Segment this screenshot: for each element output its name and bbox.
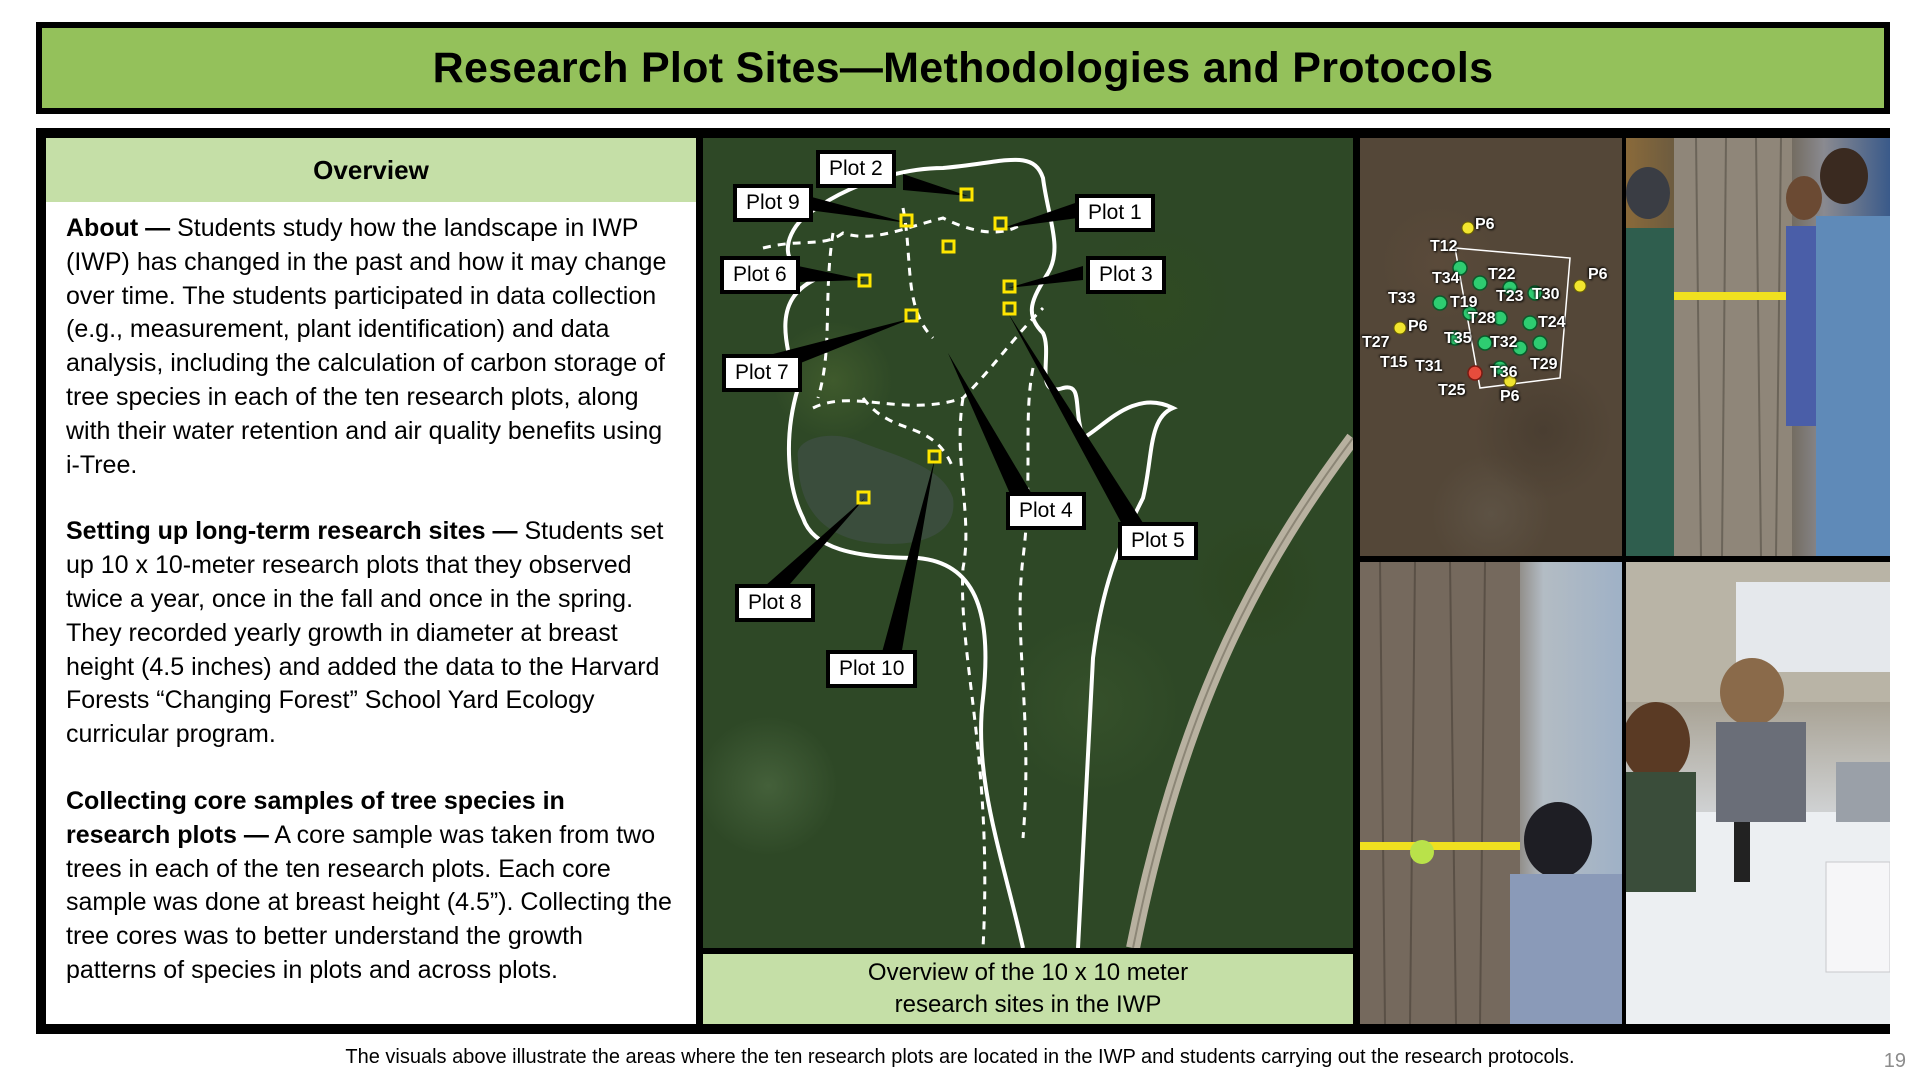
plot-label-7: Plot 7 — [722, 354, 802, 392]
plot-label-6: Plot 6 — [720, 256, 800, 294]
pin-t25: T25 — [1438, 382, 1466, 399]
pin-t29: T29 — [1530, 356, 1558, 373]
plot-marker-6 — [859, 275, 870, 286]
highway — [1133, 438, 1353, 948]
about-text: Students study how the landscape in IWP (IWP) has changed in the past and how it may change over time. The students participated in data collection (e.g., measurement, plant identification) and data analysis, including the calculation of carbon storage of tree species in each of the ten research plots, along with their water retention and air quality benefits using — [66, 214, 667, 445]
pin-t31: T31 — [1415, 358, 1443, 375]
setup-text: Students set up 10 x 10-meter research plots that they observed twice a year, once in the fall and once in the spring. They recorded yearly growth in diameter at breast height (4.5 inches) and added the data to the Harvard Forests “Changing Forest” School Yard Ecology curricular program. — [66, 517, 664, 749]
measuring-tape — [1360, 842, 1520, 850]
pin-t23: T23 — [1496, 288, 1524, 305]
microscope — [1734, 822, 1750, 882]
pin-t28: T28 — [1468, 310, 1496, 327]
pin-t33: T33 — [1388, 290, 1416, 307]
map-panel — [703, 138, 1353, 1024]
map-caption-line-1: Overview of the 10 x 10 meter — [867, 959, 1189, 986]
overview-header: Overview — [46, 138, 696, 202]
students-measuring-photo — [1626, 138, 1890, 556]
pin-t32: T32 — [1490, 334, 1518, 351]
about-paragraph — [66, 212, 672, 482]
pin-t19: T19 — [1450, 294, 1478, 311]
core-samples-heading: Collecting core samples of tree species in research plots — — [66, 786, 565, 849]
aerial-map — [703, 138, 1353, 948]
pin-t35: T35 — [1444, 330, 1472, 347]
pin-t36: T36 — [1490, 364, 1518, 381]
pin-t22: T22 — [1488, 266, 1516, 283]
about-heading: About — — [66, 214, 171, 242]
pin-p6-right: P6 — [1588, 266, 1608, 283]
pin-t12: T12 — [1430, 238, 1458, 255]
plot-label-8: Plot 8 — [735, 584, 815, 622]
page-title: Research Plot Sites—Methodologies and Protocols — [432, 43, 1494, 92]
overview-panel — [46, 138, 696, 1024]
page-number: 19 — [1883, 1050, 1906, 1072]
pin-p6-top: P6 — [1475, 216, 1495, 233]
plot-label-3: Plot 3 — [1086, 256, 1166, 294]
plot-label-10: Plot 10 — [826, 650, 917, 688]
pin-p6-bottom: P6 — [1500, 388, 1520, 405]
tree-trunk — [1674, 138, 1792, 556]
pin-t34: T34 — [1432, 270, 1460, 287]
footer-caption: The visuals above illustrate the areas where the ten research plots are located in the IWP and students carrying out the research protocols. — [345, 1046, 1575, 1068]
map-caption-line-2: research sites in the IWP — [894, 991, 1162, 1018]
core-samples-paragraph — [66, 785, 672, 988]
plot-label-4: Plot 4 — [1006, 492, 1086, 530]
plot-label-9: Plot 9 — [733, 184, 813, 222]
map-overlay — [703, 138, 1353, 948]
plot-aerial-photo — [1360, 138, 1622, 556]
pin-p6-left: P6 — [1408, 318, 1428, 335]
setup-heading: Setting up long-term research sites — — [66, 517, 518, 546]
students-lab-photo — [1626, 562, 1890, 1024]
core-samples-text: A core sample was taken from two trees in each of the ten research plots. Each core sample was done at breast height (4.5”). Collecting the tree cores was to better understand the growth patterns of species in plots and across plots. — [66, 820, 672, 984]
plot-label-5: Plot 5 — [1118, 522, 1198, 560]
plot-label-2: Plot 2 — [816, 150, 896, 188]
title-bar — [36, 22, 1890, 114]
pin-t30: T30 — [1532, 286, 1560, 303]
plot-marker-5 — [1004, 303, 1015, 314]
plot-label-1: Plot 1 — [1075, 194, 1155, 232]
plot-marker-4 — [943, 241, 954, 252]
main-frame — [36, 128, 1890, 1034]
plot-marker-1 — [995, 218, 1006, 229]
about-text-end: i-Tree. — [66, 450, 138, 479]
overview-body — [46, 202, 696, 988]
pin-t24: T24 — [1538, 314, 1566, 331]
student-tape-photo — [1360, 562, 1622, 1024]
pin-t27: T27 — [1362, 334, 1390, 351]
plot-marker-7 — [906, 310, 917, 321]
pin-t15: T15 — [1380, 354, 1408, 371]
setup-paragraph — [66, 515, 672, 752]
map-caption — [703, 954, 1353, 1024]
